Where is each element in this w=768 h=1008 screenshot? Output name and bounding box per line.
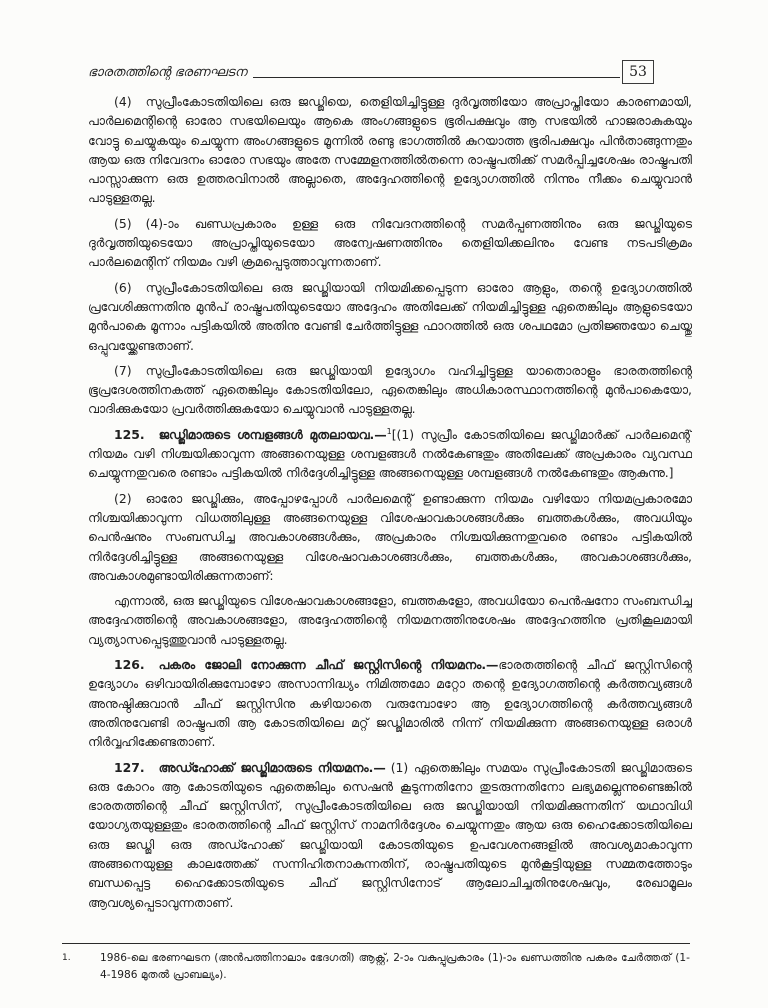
header-rule: [253, 77, 620, 78]
footnote-reference: 1: [386, 426, 392, 436]
clause-text: (4)-ാം ഖണ്ഡപ്രകാരം ഉള്ള ഒരു നിവേദനത്തിന്റെ സമർപ്പണത്തിനും ഒരു ജഡ്ജിയുടെ ദുർവൃത്തിയുടെയോ അപ്രാപ്തിയുടെയോ അന്വേഷണത്തിനും തെളിയിക്കലിനും വേണ്ട നടപടിക്രമം പാർലമെന്റിന് നിയമം വഴി ക്രമപ്പെടുത്താവുന്നതാണ്.: [88, 215, 692, 270]
clause-label: (4): [114, 94, 132, 109]
clause-label: (5): [114, 215, 132, 231]
article-number: 126.: [114, 657, 145, 673]
clause-text: സുപ്രീംകോടതിയിലെ ഒരു ജഡ്ജിയെ, തെളിയിച്ചിട്ടുള്ള ദുർവൃത്തിയോ അപ്രാപ്തിയോ കാരണമായി, പാർലമെന്റിന്റെ ഓരോ സഭയിലെയും ആകെ അംഗങ്ങളുടെ ഭൂരിപക്ഷവും ആ സഭയിൽ ഹാജരാകുകയും വോട്ടു ചെയ്യുകയും ചെയ്യുന്ന അംഗങ്ങളുടെ മൂന്നിൽ രണ്ടു ഭാഗത്തിൽ കുറയാത്ത ഭൂരിപക്ഷവും പിൻതാങ്ങുന്നതും ആയ ഒരു നിവേദനം ഓരോ സഭയും അതേ സമ്മേളനത്തിൽതന്നെ രാഷ്ട്രപതിക്ക് സമർപ്പിച്ചശേഷം രാഷ്ട്രപതി പാസ്സാക്കുന്ന ഒരു ഉത്തരവിനാൽ അല്ലാതെ, അദ്ദേഹത്തിന്റെ ഉദ്യോഗത്തിൽ നിന്നും നീക്കം ചെയ്യുവാൻ പാടുള്ളതല്ല.: [88, 94, 692, 206]
proviso-text: എന്നാൽ, ഒരു ജഡ്ജിയുടെ വിശേഷാവകാശങ്ങളോ, ബത്തകളോ, അവധിയോ പെൻഷനോ സംബന്ധിച്ച അദ്ദേഹത്തിന്റെ അവകാശങ്ങളോ, അദ്ദേഹത്തിന്റെ നിയമനത്തിനുശേഷം അദ്ദേഹത്തിനു പ്രതികൂലമായി വ്യത്യാസപ്പെടുത്തുവാൻ പാടുള്ളതല്ല.: [88, 593, 692, 647]
body-text: [88, 92, 692, 934]
article-heading: അഡ്ഹോക്ക് ജഡ്ജിമാരുടെ നിയമനം.—: [158, 759, 386, 775]
clause-paragraph-5: [88, 214, 692, 272]
article-125-clause-2: [88, 489, 692, 585]
article-text: (1) ഏതെങ്കിലും സമയം സുപ്രീംകോടതി ജഡ്ജിമാരുടെ ഒരു കോറം ആ കോടതിയുടെ ഏതെങ്കിലും സെഷൻ കൂടുന്നതിനോ തുടരുന്നതിനോ ലഭ്യമല്ലെന്നുണ്ടെങ്കിൽ ഭാരതത്തിന്റെ ചീഫ് ജസ്റ്റിസിന്, സുപ്രീംകോടതിയിലെ ഒരു ജഡ്ജിയായി നിയമിക്കുന്നതിന് യഥാവിധി യോഗ്യതയുള്ളതും ഭാരതത്തിന്റെ ചീഫ് ജസ്റ്റിസ് നാമനിർദ്ദേശം ചെയ്യുന്നതും ആയ ഒരു ഹൈക്കോടതിയിലെ ഒരു ജഡ്ജി ഒരു അഡ്ഹോക്ക് ജഡ്ജിയായി കോടതിയുടെ ഉപവേശനങ്ങളിൽ അവശ്യമാകാവുന്ന അങ്ങനെയുള്ള കാലത്തേക്ക് സന്നിഹിതനാകുന്നതിന്, രാഷ്ട്രപതിയുടെ മുൻകൂട്ടിയുള്ള സമ്മതത്തോടും ബന്ധപ്പെട്ട ഹൈക്കോടതിയുടെ ചീഫ് ജസ്റ്റിസിനോട് ആലോചിച്ചതിനുശേഷവും, രേഖാമൂലം ആവശ്യപ്പെടാവുന്നതാണ്.: [88, 759, 692, 910]
article-126: [88, 655, 692, 751]
clause-label: (6): [114, 279, 132, 295]
article-heading: പകരം ജോലി നോക്കുന്ന ചീഫ് ജസ്റ്റിസിന്റെ നിയമനം.—: [158, 657, 499, 673]
running-header-title: ഭാരതത്തിന്റെ ഭരണഘടന: [88, 65, 247, 80]
clause-label: (2): [114, 490, 132, 506]
article-text: ഭാരതത്തിന്റെ ചീഫ് ജസ്റ്റിസിന്റെ ഉദ്യോഗം ഒഴിവായിരിക്കുമ്പോഴോ അസാന്നിദ്ധ്യം നിമിത്തമോ മറ്റോ തന്റെ ഉദ്യോഗത്തിന്റെ കർത്തവ്യങ്ങൾ അനുഷ്ഠിക്കുവാൻ ചീഫ് ജസ്റ്റിസിനു കഴിയാതെ വരുമ്പോഴോ ആ ഉദ്യോഗത്തിന്റെ കർത്തവ്യങ്ങൾ അതിനുവേണ്ടി രാഷ്ട്രപതി ആ കോടതിയിലെ മറ്റ് ജഡ്ജിമാരിൽ നിന്ന് നിയമിക്കുന്ന അങ്ങനെയുള്ള ഒരാൾ നിർവ്വഹിക്കേണ്ടതാണ്.: [88, 657, 692, 750]
article-127: [88, 758, 692, 912]
footnote: [62, 950, 690, 1000]
article-number: 125.: [114, 426, 145, 442]
clause-text: സുപ്രീംകോടതിയിലെ ഒരു ജഡ്ജിയായി നിയമിക്കപ്പെടുന്ന ഓരോ ആളും, തന്റെ ഉദ്യോഗത്തിൽ പ്രവേശിക്കുന്നതിനു മുൻപ് രാഷ്ട്രപതിയുടെയോ അദ്ദേഹം അതിലേക്ക് നിയമിച്ചിട്ടുള്ള ഏതെങ്കിലും ആളുടെയോ മുൻപാകെ മൂന്നാം പട്ടികയിൽ അതിനു വേണ്ടി ചേർത്തിട്ടുള്ള ഫാറത്തിൽ ഒരു ശപഥമോ പ്രതിജ്ഞയോ ചെയ്തു ഒപ്പുവയ്ക്കേണ്ടതാണ്.: [88, 279, 692, 353]
footnote-text: 1986-ലെ ഭരണഘടന (അൻപത്തിനാലാം ഭേദഗതി) ആക്റ്റ്, 2-ാം വകുപ്പുപ്രകാരം (1)-ാം ഖണ്ഡത്തിനു പകരം ചേർത്തത് (1-4-1986 മുതൽ പ്രാബല്യം).: [100, 952, 690, 981]
article-125-clause-1: [88, 425, 692, 483]
article-125-proviso: [88, 591, 692, 649]
footnote-marker: 1.: [62, 953, 71, 963]
clause-paragraph-6: [88, 278, 692, 355]
page-number: 53: [622, 60, 654, 84]
clause-label: (7): [114, 362, 132, 378]
clause-paragraph-7: [88, 361, 692, 419]
clause-text: [(1) സുപ്രീം കോടതിയിലെ ജഡ്ജിമാർക്ക് പാർലമെന്റ് നിയമം വഴി നിശ്ചയിക്കാവുന്ന അങ്ങനെയുള്ള ശമ്പളങ്ങൾ നൽകേണ്ടതും അതിലേക്ക് അപ്രകാരം വ്യവസ്ഥ ചെയ്യുന്നതുവരെ രണ്ടാം പട്ടികയിൽ നിർദ്ദേശിച്ചിട്ടുള്ള അങ്ങനെയുള്ള ശമ്പളങ്ങൾ നൽകേണ്ടതും ആകുന്നു.]: [88, 426, 692, 481]
clause-text: സുപ്രീംകോടതിയിലെ ഒരു ജഡ്ജിയായി ഉദ്യോഗം വഹിച്ചിട്ടുള്ള യാതൊരാളും ഭാരതത്തിന്റെ ഭൂപ്രദേശത്തിനകത്ത് ഏതെങ്കിലും കോടതിയിലോ, ഏതെങ്കിലും അധികാരസ്ഥാനത്തിന്റെ മുൻപാകെയോ, വാദിക്കുകയോ പ്രവർത്തിക്കുകയോ ചെയ്യുവാൻ പാടുള്ളതല്ല.: [88, 362, 692, 417]
footnote-separator: [62, 943, 690, 944]
article-number: 127.: [114, 759, 145, 775]
article-heading: ജഡ്ജിമാരുടെ ശമ്പളങ്ങൾ മുതലായവ.—: [158, 426, 387, 442]
clause-text: ഓരോ ജഡ്ജിക്കും, അപ്പോഴപ്പോൾ പാർലമെന്റ് ഉണ്ടാക്കുന്ന നിയമം വഴിയോ നിയമപ്രകാരമോ നിശ്ചയിക്കാവുന്ന വിധത്തിലുള്ള അങ്ങനെയുള്ള വിശേഷാവകാശങ്ങൾക്കും ബത്തകൾക്കും, അവധിയും പെൻഷനും സംബന്ധിച്ച അവകാശങ്ങൾക്കും, അപ്രകാരം നിശ്ചയിക്കുന്നതുവരെ രണ്ടാം പട്ടികയിൽ നിർദ്ദേശിച്ചിട്ടുള്ള അങ്ങനെയുള്ള വിശേഷാവകാശങ്ങൾക്കും, ബത്തകൾക്കും, അവകാശങ്ങൾക്കും, അവകാശമുണ്ടായിരിക്കുന്നതാണ്:: [88, 490, 692, 583]
clause-paragraph-4: [88, 92, 692, 208]
running-header: [88, 58, 654, 84]
